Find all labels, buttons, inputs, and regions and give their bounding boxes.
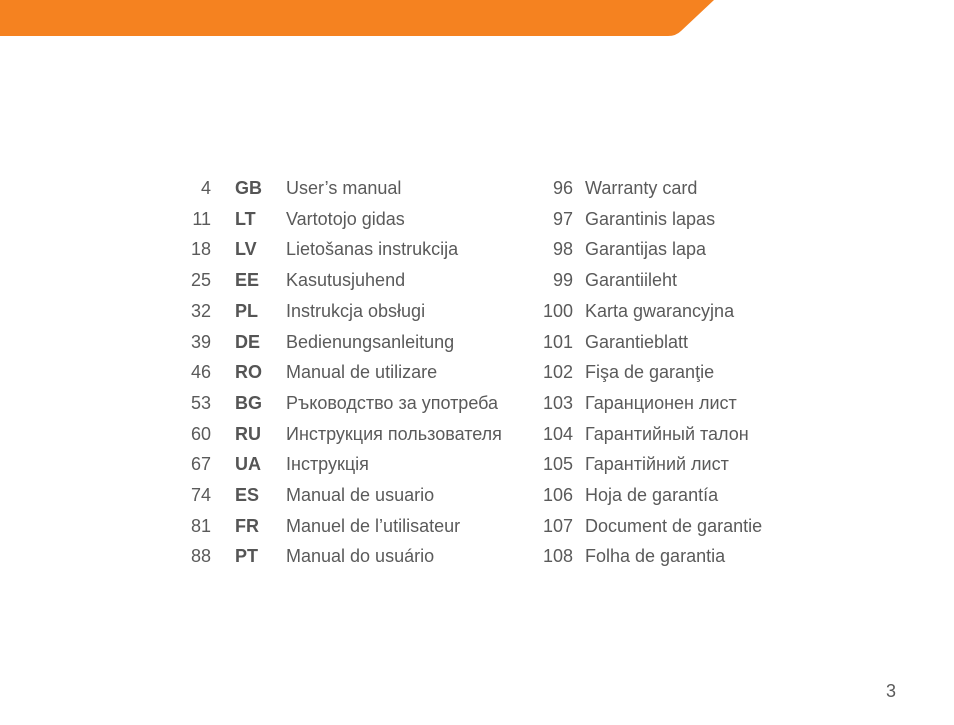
warranty-toc-row[interactable] — [0, 483, 800, 507]
warranty-page-number: 103 — [542, 392, 573, 413]
manual-title: User’s manual — [286, 178, 402, 198]
manual-page-number: 74 — [190, 485, 211, 505]
warranty-title: Garantijas lapa — [585, 239, 707, 260]
warranty-toc-row[interactable] — [0, 176, 800, 200]
warranty-page-number: 104 — [542, 423, 573, 444]
manual-title: Manuel de l’utilisateur — [286, 515, 461, 536]
manual-title: Manual do usuário — [286, 546, 435, 567]
warranty-page-number: 108 — [542, 546, 573, 567]
warranty-page-number: 99 — [552, 270, 573, 291]
warranty-page-number: 97 — [552, 208, 573, 229]
warranty-toc-row[interactable] — [0, 330, 800, 354]
manual-page-number: 67 — [190, 454, 211, 475]
manual-title: Bedienungsanleitung — [286, 331, 455, 352]
manual-title: Инструкция пользователя — [286, 423, 502, 444]
language-code: RU — [235, 423, 261, 444]
warranty-title: Гарантийный талон — [585, 423, 749, 444]
warranty-toc-row[interactable] — [0, 422, 800, 446]
warranty-title: Гарантійний лист — [585, 454, 729, 475]
warranty-page-number: 105 — [542, 454, 573, 475]
warranty-toc-row[interactable] — [0, 514, 800, 538]
language-code: LV — [235, 239, 257, 260]
language-code: EE — [235, 270, 260, 291]
manual-page-number: 4 — [200, 178, 211, 198]
warranty-page-number: 102 — [542, 362, 573, 383]
manual-page-number: 46 — [190, 362, 211, 383]
manual-page-number: 11 — [192, 208, 211, 229]
page-number: 3 — [885, 681, 896, 701]
warranty-title: Document de garantie — [585, 515, 763, 536]
warranty-title: Garantinis lapas — [585, 208, 716, 229]
language-code: LT — [235, 208, 256, 229]
language-code: BG — [235, 392, 262, 413]
manual-title: Manual de usuario — [286, 485, 435, 505]
warranty-title: Garantiileht — [585, 270, 678, 291]
manual-page-number: 32 — [190, 300, 211, 321]
manual-page-number: 53 — [190, 392, 211, 413]
warranty-page-number: 96 — [552, 178, 573, 198]
language-code: GB — [235, 178, 262, 198]
manual-title: Lietošanas instrukcija — [286, 239, 459, 260]
language-code: PT — [235, 546, 259, 567]
manual-page-number: 81 — [190, 515, 211, 536]
warranty-page-number: 101 — [542, 331, 573, 352]
manual-title: Manual de utilizare — [286, 362, 438, 383]
warranty-page-number: 100 — [542, 300, 573, 321]
warranty-toc-row[interactable] — [0, 237, 800, 261]
warranty-toc-row[interactable] — [0, 360, 800, 384]
warranty-toc-row[interactable] — [0, 544, 800, 568]
language-code: UA — [235, 454, 261, 475]
manual-title: Інструкція — [286, 454, 369, 475]
manual-title: Ръководство за употреба — [286, 392, 499, 413]
language-code: DE — [235, 331, 261, 352]
warranty-title: Warranty card — [585, 178, 698, 198]
manual-title: Kasutusjuhend — [286, 270, 406, 291]
warranty-title: Гаранционен лист — [585, 392, 737, 413]
warranty-title: Fişa de garanţie — [585, 362, 715, 383]
manual-page-number: 39 — [190, 331, 211, 352]
warranty-title: Folha de garantia — [585, 546, 726, 567]
warranty-toc-row[interactable] — [0, 452, 800, 476]
manual-page-number: 25 — [190, 270, 211, 291]
warranty-title: Garantieblatt — [585, 331, 689, 352]
language-code: FR — [235, 515, 259, 536]
warranty-page-number: 107 — [542, 515, 573, 536]
warranty-title: Hoja de garantía — [585, 485, 719, 505]
manual-title: Vartotojo gidas — [286, 208, 405, 229]
manual-page-number: 18 — [190, 239, 211, 260]
warranty-toc-row[interactable] — [0, 207, 800, 231]
warranty-toc-row[interactable] — [0, 268, 800, 292]
warranty-toc-row[interactable] — [0, 299, 800, 323]
language-code: PL — [235, 300, 259, 321]
warranty-page-number: 106 — [542, 485, 573, 505]
warranty-page-number: 98 — [552, 239, 573, 260]
warranty-toc-row[interactable] — [0, 391, 800, 415]
manual-title: Instrukcja obsługi — [286, 300, 426, 321]
manual-page-number: 88 — [190, 546, 211, 567]
language-code: RO — [235, 362, 262, 383]
language-code: ES — [235, 485, 260, 505]
manual-page-number: 60 — [190, 423, 211, 444]
warranty-title: Karta gwarancyjna — [585, 300, 735, 321]
